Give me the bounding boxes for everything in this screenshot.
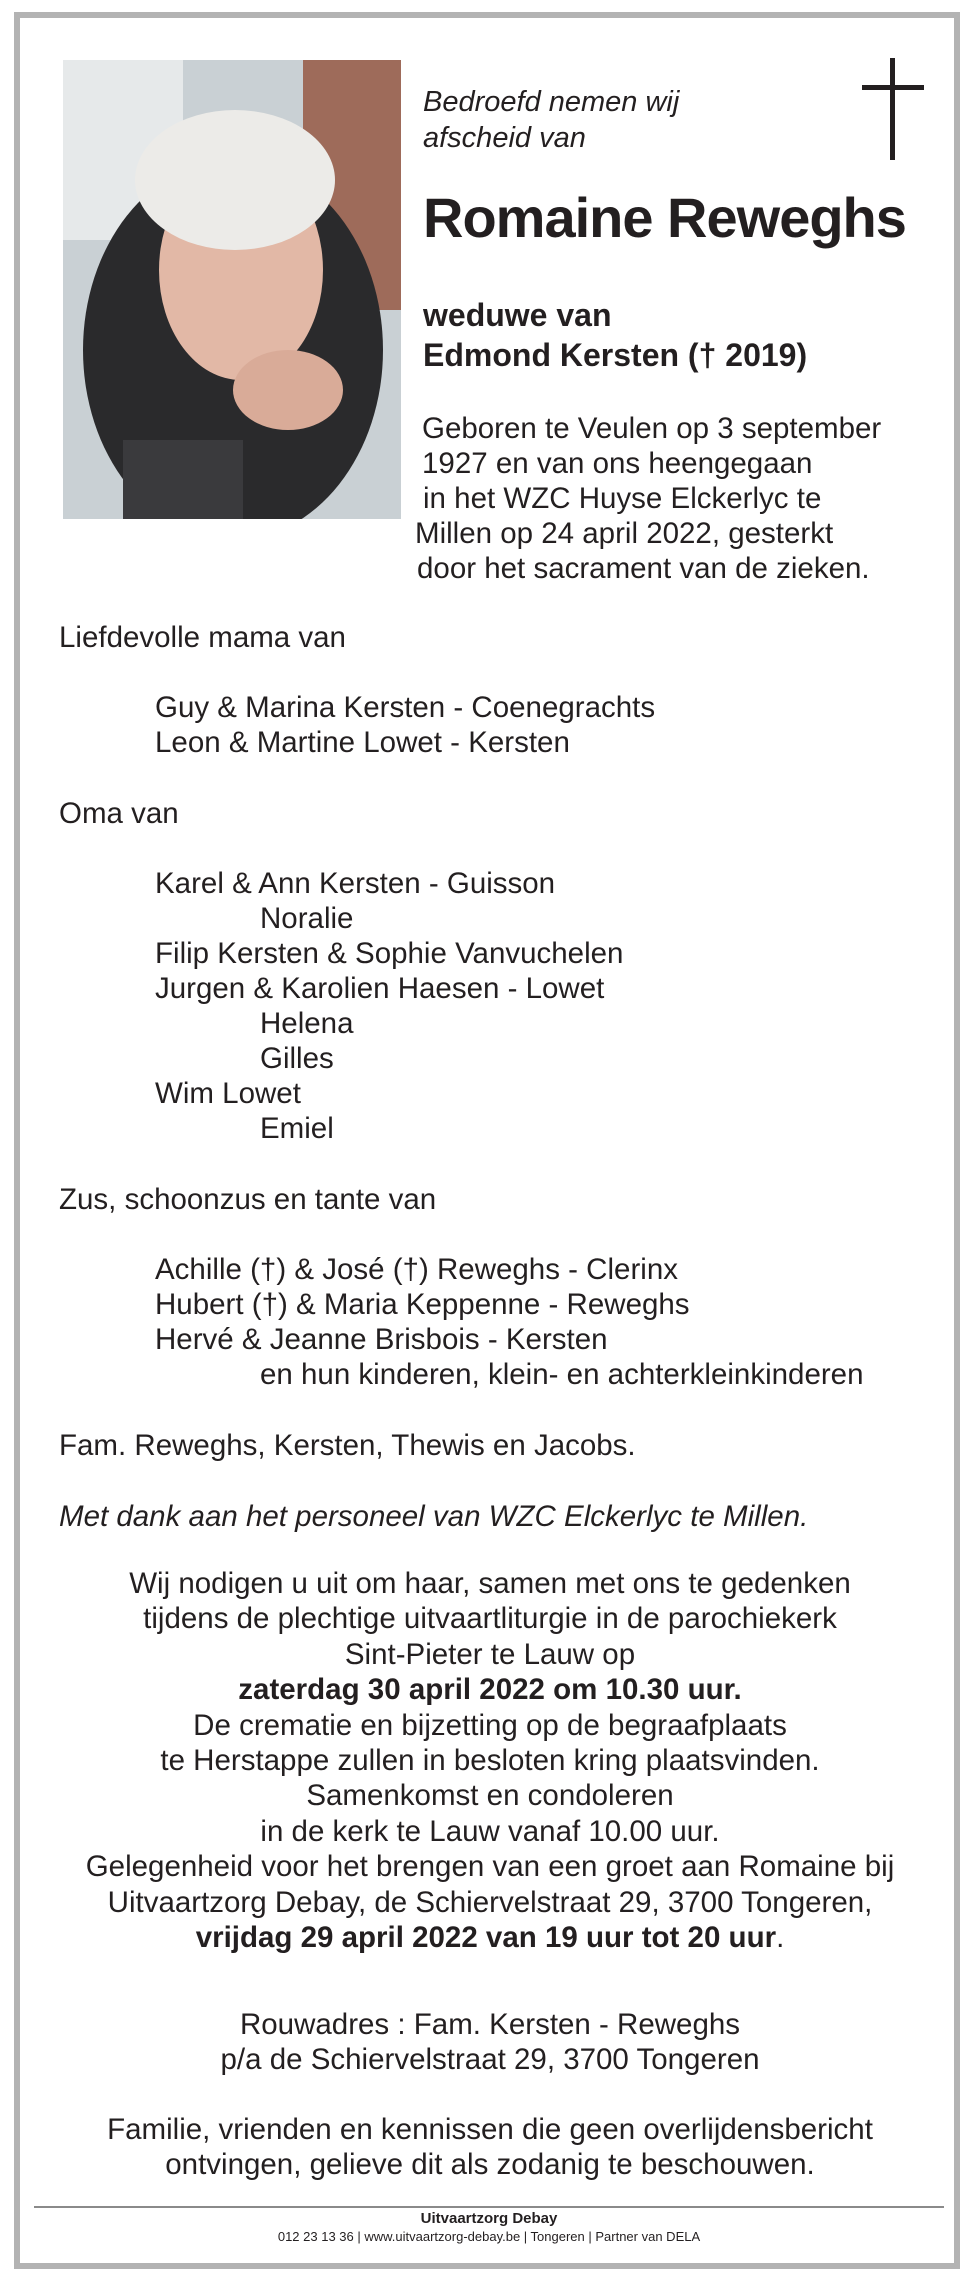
intro-line: Bedroefd nemen wij [423, 86, 680, 118]
closing-note [40, 2112, 940, 2183]
funeral-home-name: Uitvaartzorg Debay [420, 2210, 558, 2227]
list-item: Gilles [260, 1042, 334, 1075]
cross-icon [862, 58, 924, 160]
widow-line: weduwe van [423, 297, 612, 333]
list-item: Guy & Marina Kersten - Coenegrachts [155, 691, 656, 724]
list-item: Wim Lowet [155, 1077, 301, 1110]
born-line: 1927 en van ons heengegaan [422, 447, 813, 480]
list-item: Helena [260, 1007, 354, 1040]
funeral-home-details: 012 23 13 36 | www.uitvaartzorg-debay.be | Tongeren | Partner van DELA [277, 2229, 701, 2244]
list-item: Leon & Martine Lowet - Kersten [155, 726, 570, 759]
invite-line: Sint-Pieter te Lauw op [344, 1637, 636, 1671]
spouse-name: Edmond Kersten († 2019) [423, 337, 808, 373]
invite-line: tijdens de plechtige uitvaartliturgie in de parochiekerk [143, 1602, 837, 1636]
mama-heading: Liefdevolle mama van [59, 621, 346, 654]
visitation-line [40, 1920, 940, 1955]
invite-line: Uitvaartzorg Debay, de Schiervelstraat 29, 3700 Tongeren, [107, 1885, 873, 1919]
portrait-photo [63, 60, 401, 519]
list-item: Hubert (†) & Maria Keppenne - Reweghs [155, 1288, 690, 1321]
list-item: en hun kinderen, klein- en achterkleinkinderen [260, 1358, 864, 1391]
footer-divider [34, 2206, 944, 2208]
oma-heading: Oma van [59, 797, 179, 830]
birth-death-info [410, 411, 930, 586]
families-line: Fam. Reweghs, Kersten, Thewis en Jacobs. [59, 1429, 636, 1462]
born-line: door het sacrament van de zieken. [417, 552, 870, 585]
deceased-name: Romaine Reweghs [423, 186, 906, 249]
list-item: Jurgen & Karolien Haesen - Lowet [155, 972, 605, 1005]
zus-heading: Zus, schoonzus en tante van [59, 1183, 437, 1216]
visitation-date: vrijdag 29 april 2022 van 19 uur tot 20 uur [195, 1921, 777, 1955]
widow-info [423, 295, 923, 375]
grandchildren-list [155, 866, 939, 1146]
invite-line: Samenkomst en condoleren [306, 1779, 674, 1813]
born-line: Millen op 24 april 2022, gesterkt [415, 517, 834, 550]
closing-line: Familie, vrienden en kennissen die geen overlijdensbericht [107, 2113, 873, 2146]
funeral-date: zaterdag 30 april 2022 om 10.30 uur. [238, 1673, 742, 1707]
list-item: Filip Kersten & Sophie Vanvuchelen [155, 937, 624, 970]
list-item: Noralie [260, 902, 354, 935]
born-line: in het WZC Huyse Elckerlyc te [423, 482, 822, 515]
address-line: Rouwadres : Fam. Kersten - Reweghs [239, 2008, 741, 2041]
born-line: Geboren te Veulen op 3 september [422, 412, 882, 445]
family-section [59, 620, 939, 1534]
siblings-list [155, 1252, 939, 1392]
invite-line: Wij nodigen u uit om haar, samen met ons te gedenken [129, 1567, 851, 1600]
invite-line: in de kerk te Lauw vanaf 10.00 uur. [260, 1814, 720, 1848]
invite-line: te Herstappe zullen in besloten kring plaatsvinden. [160, 1744, 820, 1778]
list-item: Achille (†) & José (†) Reweghs - Clerinx [155, 1253, 678, 1286]
list-item: Emiel [260, 1112, 334, 1145]
children-list [155, 690, 939, 760]
mourning-address [40, 2007, 940, 2078]
invite-line: De crematie en bijzetting op de begraafplaats [193, 1708, 787, 1742]
intro-line: afscheid van [423, 122, 586, 154]
visitation-period: . [776, 1921, 785, 1955]
funeral-invitation [40, 1566, 940, 1955]
intro-text [423, 84, 823, 156]
list-item: Hervé & Jeanne Brisbois - Kersten [155, 1323, 608, 1356]
address-line: p/a de Schiervelstraat 29, 3700 Tongeren [220, 2043, 760, 2077]
thanks-line: Met dank aan het personeel van WZC Elckerlyc te Millen. [59, 1500, 809, 1533]
footer [34, 2210, 944, 2246]
invite-line: Gelegenheid voor het brengen van een groet aan Romaine bij [85, 1850, 895, 1884]
closing-line: ontvingen, gelieve dit als zodanig te beschouwen. [165, 2148, 815, 2182]
list-item: Karel & Ann Kersten - Guisson [155, 867, 556, 900]
